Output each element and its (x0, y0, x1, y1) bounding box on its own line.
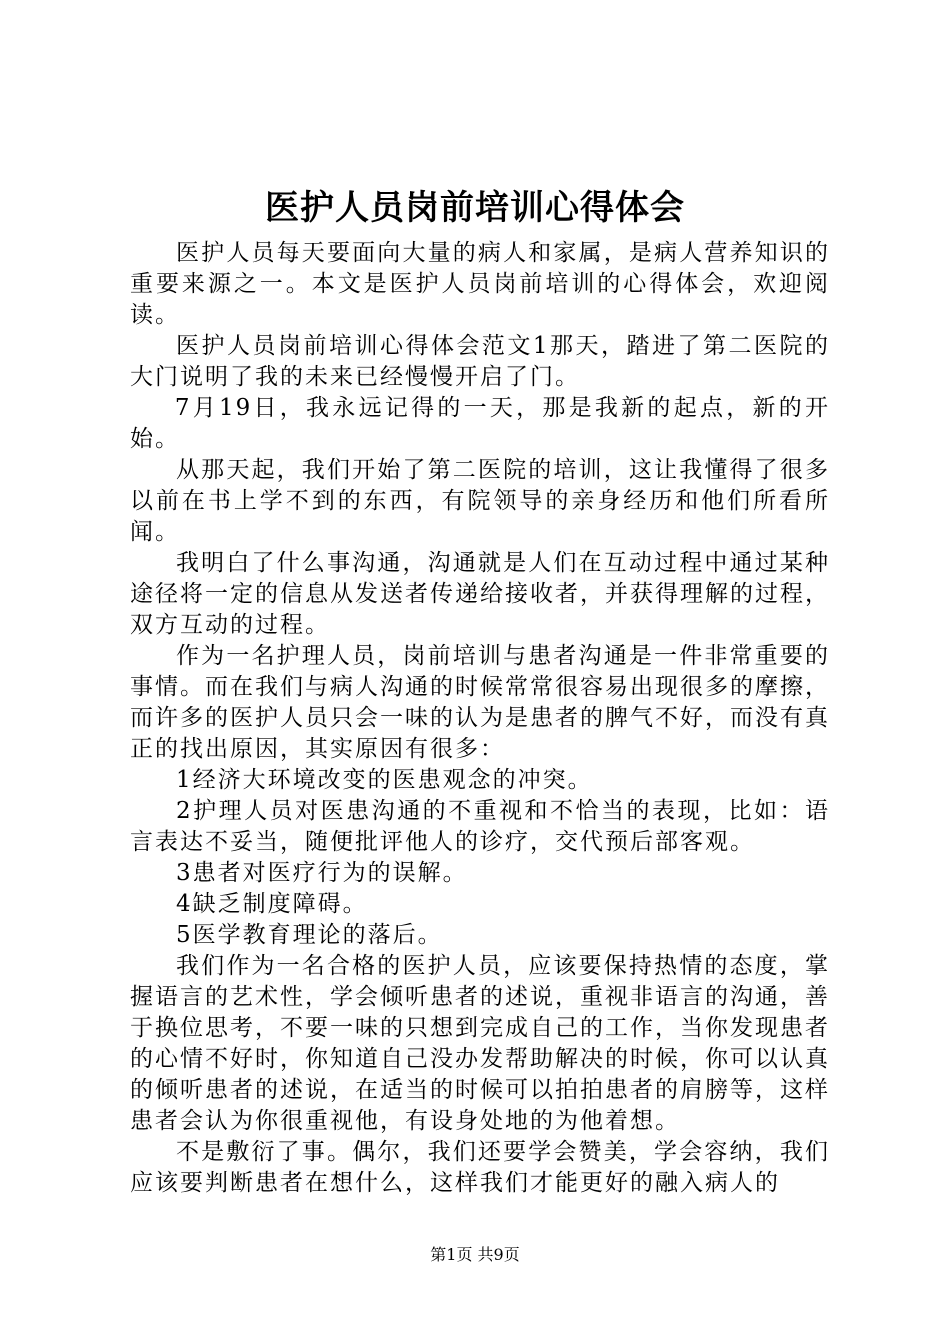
list-item-reason-1: 1经济大环境改变的医患观念的冲突。 (176, 767, 593, 793)
list-item-reason-3: 3患者对医疗行为的误解。 (176, 860, 468, 886)
paragraph-qualified-staff: 我们作为一名合格的医护人员，应该要保持热情的态度，掌握语言的艺术性，学会倾听患者的述说，重视非语言的沟通，善于换位思考，不要一味的只想到完成自己的工作，当你发现患者的心情不好时，你知道自己没办发帮助解决的时候，你可以认真的倾听患者的述说，在适当的时候可以拍拍患者的肩膀等，这样患者会认为你很重视他，有设身处地的为他着想。 (130, 953, 830, 1134)
page-footer: 第1页 共9页 (430, 1245, 520, 1264)
list-item-reason-2: 2护理人员对医患沟通的不重视和不恰当的表现，比如：语言表达不妥当，随便批评他人的诊疗，交代预后部客观。 (130, 798, 830, 855)
paragraph-not-perfunctory: 不是敷衍了事。偶尔，我们还要学会赞美，学会容纳，我们应该要判断患者在想什么，这样我们才能更好的融入病人的 (130, 1139, 830, 1196)
page-title: 医护人员岗前培训心得体会 (265, 188, 685, 228)
paragraph-date: 7月19日，我永远记得的一天，那是我新的起点，新的开始。 (130, 395, 830, 452)
paragraph-intro: 医护人员每天要面向大量的病人和家属，是病人营养知识的重要来源之一。本文是医护人员岗前培训的心得体会，欢迎阅读。 (130, 240, 830, 328)
paragraph-communication-definition: 我明白了什么事沟通，沟通就是人们在互动过程中通过某种途径将一定的信息从发送者传递给接收者，并获得理解的过程，双方互动的过程。 (130, 550, 830, 638)
list-item-reason-4: 4缺乏制度障碍。 (176, 891, 368, 917)
paragraph-training-start: 从那天起，我们开始了第二医院的培训，这让我懂得了很多以前在书上学不到的东西，有院领导的亲身经历和他们所看所闻。 (130, 457, 830, 545)
list-item-reason-5: 5医学教育理论的落后。 (176, 922, 443, 948)
paragraph-communication-importance: 作为一名护理人员，岗前培训与患者沟通是一件非常重要的事情。而在我们与病人沟通的时候常常很容易出现很多的摩擦，而许多的医护人员只会一味的认为是患者的脾气不好，而没有真正的找出原因，其实原因有很多： (130, 643, 830, 762)
document-body (130, 238, 830, 1199)
paragraph-sample-opening: 医护人员岗前培训心得体会范文1那天，踏进了第二医院的大门说明了我的未来已经慢慢开启了门。 (130, 333, 830, 390)
